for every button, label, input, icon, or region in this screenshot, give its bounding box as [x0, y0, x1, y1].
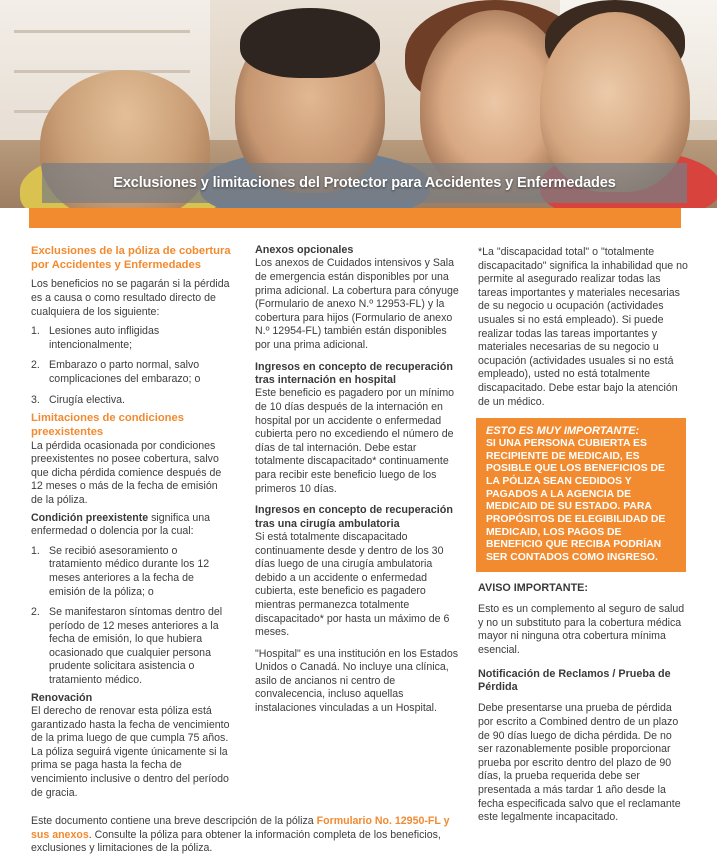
footer-note: Este documento contiene una breve descripción de la póliza Formulario No. 12950-FL y sus anexos. Consulte la póliza para obtener la información completa de los beneficios, exclusiones y limitaciones de la póliza. — [31, 815, 450, 855]
preexisting-heading: Limitaciones de condiciones preexistentes — [31, 412, 184, 439]
riders-heading: Anexos opcionales — [255, 244, 354, 256]
notice-heading: AVISO IMPORTANTE: — [478, 581, 588, 594]
condition-definition: Condición preexistente significa una enfermedad o dolencia por la cual: — [31, 511, 210, 538]
list-item: 2. Se manifestaron síntomas dentro del período de 12 meses anteriores a la fecha de emisión, lo que hubiera ocasionado que cualquier persona prudente solicitara asistencia o tratamiento médico. — [31, 606, 223, 687]
list-item: 2. Embarazo o parto normal, salvo complicaciones del embarazo; o — [31, 359, 201, 385]
form-reference: Formulario No. 12950-FL y sus anexos — [31, 815, 450, 841]
list-item: 3. Cirugía electiva. — [31, 393, 125, 406]
list-item: 1. Lesiones auto infligidas intencionalmente; — [31, 325, 160, 351]
page-title: Exclusiones y limitaciones del Protector para Accidentes y Enfermedades — [113, 175, 616, 191]
exclusions-heading: Exclusiones de la póliza de cobertura por Accidentes y Enfermedades — [31, 245, 231, 272]
medicaid-callout — [476, 418, 686, 572]
orange-accent-bar — [29, 208, 681, 228]
condition-list — [31, 545, 232, 688]
riders-text: Los anexos de Cuidados intensivos y Sala de emergencia están disponibles por una prima adicional. La cobertura para cónyuge (Formulario de anexo N.º 12953-FL) y la cobertura para hijos (Formulario de anexo N.º 12954-FL) también están disponibles por una prima adicional. — [255, 257, 459, 351]
claims-heading: Notificación de Reclamos / Prueba de Pérdida — [478, 667, 671, 694]
list-item: 1. Se recibió asesoramiento o tratamiento médico durante los 12 meses anteriores a la fecha de emisión de la póliza; o — [31, 544, 210, 598]
renewal-text: El derecho de renovar esta póliza está garantizado hasta la fecha de vencimiento de la prima luego de que cumpla 75 años. La póliza seguirá vigente únicamente si la prima se paga hasta la fecha de vencimiento inclusive o dentro del período de gracia. — [31, 705, 230, 799]
hospital-definition: "Hospital" es una institución en los Estados Unidos o Canadá. No incluye una clínica, asilo de ancianos ni centro de convalecencia, incluso aquellas instalaciones vinculadas a un Hospital. — [255, 647, 459, 715]
surgery-text: Si está totalmente discapacitado continuamente desde y dentro de los 30 días luego de una cirugía ambulatoria debido a un accidente o enfermedad cubierta, este beneficio es pagadero mientras permanezca totalmente discapacitado* por hasta un máximo de 6 meses. — [255, 530, 450, 639]
column-3 — [478, 246, 688, 825]
callout-heading: ESTO ES MUY IMPORTANTE: — [486, 425, 640, 438]
title-banner — [42, 163, 687, 203]
renewal-heading: Renovación — [31, 691, 93, 704]
column-1 — [31, 244, 232, 800]
disability-definition: *La "discapacidad total" o "totalmente discapacitado" significa la inhabilidad que no permite al asegurado realizar todas las tareas importantes y materiales necesarias de su negocio u ocupación (actividades usuales si no está empleado). Si puede realizar todas las tareas importantes y materiales necesarias de su negocio u ocupación (actividades usuales si no está empleado), usted no está totalmente discapacitado. Debe estar bajo la atención de un médico. — [478, 246, 688, 408]
hospital-heading: Ingresos en concepto de recuperación tras internación en hospital — [255, 360, 453, 386]
callout-body: SI UNA PERSONA CUBIERTA ES RECIPIENTE DE MEDICAID, ES POSIBLE QUE LOS BENEFICIOS DE LA PÓLIZA SEAN CEDIDOS Y PAGADOS A LA AGENCIA DE MEDICAID DE SU ESTADO. PARA PROPÓSITOS DE ELEGIBILIDAD DE MEDICAID, LOS PAGOS DE BENEFICIO QUE RECIBA PODRÍAN SER CONTADOS COMO INGRESO. — [486, 437, 666, 564]
claims-text: Debe presentarse una prueba de pérdida por escrito a Combined dentro de un plazo de 90 días luego de dicha pérdida. De no ser razonablemente posible proporcionar prueba por escrito dentro del plazo de 90 días, la prueba requerida debe ser presentada a más tardar 1 año desde la fecha especificada salvo que el reclamante este legalmente incapacitado. — [478, 702, 681, 824]
surgery-heading: Ingresos en concepto de recuperación tras una cirugía ambulatoria — [255, 504, 453, 530]
exclusions-intro: Los beneficios no se pagarán si la pérdida es a causa o como resultado directo de cualquiera de los siguiente: — [31, 278, 230, 318]
column-2 — [255, 244, 460, 716]
hospital-text: Este beneficio es pagadero por un mínimo de 10 días después de la internación en hospital por un accidente o enfermedad cubierta pero no excediendo el número de días de tal internación. Debe estar totalmente discapacitado* continuamente para recibir este beneficio luego de los primeros 10 días. — [255, 387, 455, 495]
father-hair — [240, 8, 380, 78]
exclusions-list — [31, 325, 232, 407]
notice-text: Esto es un complemento al seguro de salud y no un substituto para la cobertura médica mayor ni ninguna otra cobertura mínima esencial. — [478, 603, 685, 657]
preexisting-text: La pérdida ocasionada por condiciones preexistentes no posee cobertura, salvo que dicha pérdida comience después de 12 meses o más de la fecha de emisión de la póliza. — [31, 439, 222, 506]
